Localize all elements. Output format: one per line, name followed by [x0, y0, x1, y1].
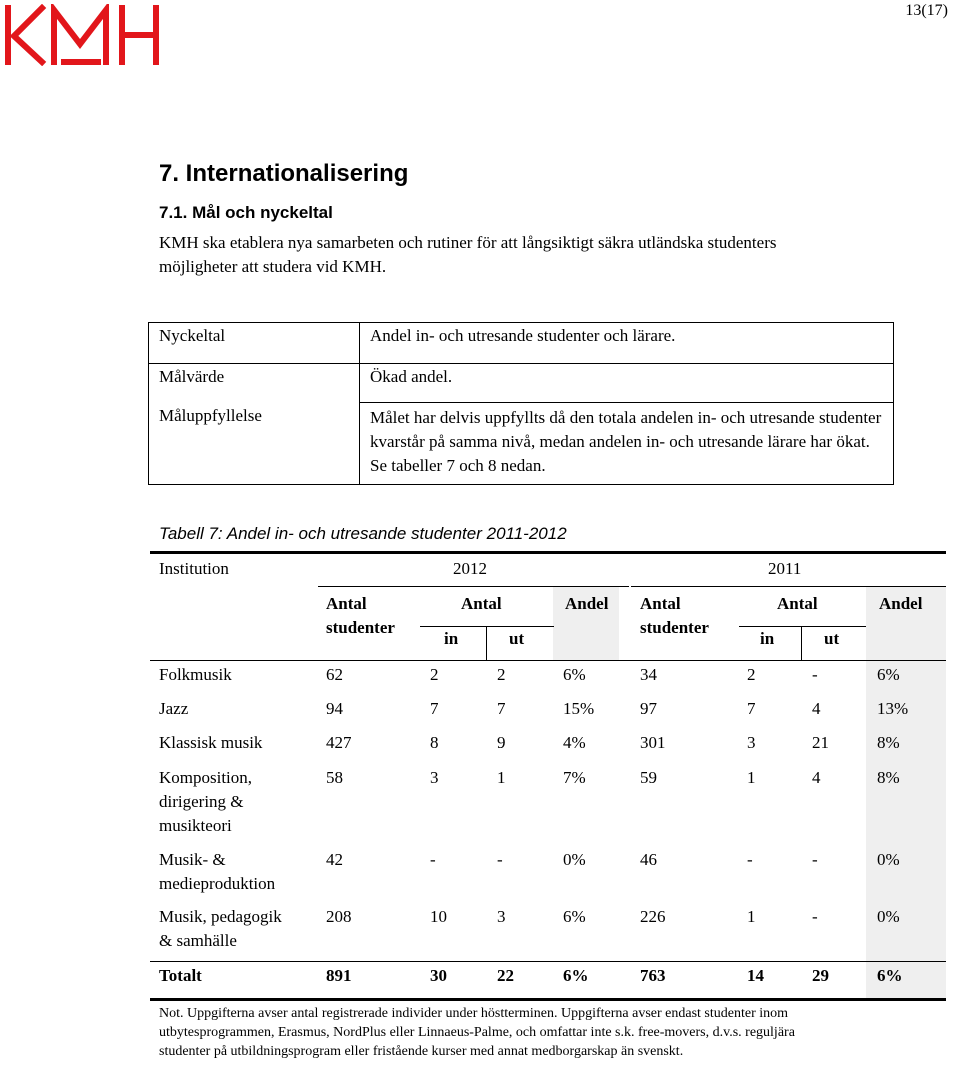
year-rule [318, 586, 946, 587]
table-cell: 301 [640, 733, 666, 752]
kpi-row [149, 323, 894, 364]
hdr-ut: ut [824, 629, 840, 648]
total-label: Totalt [159, 966, 202, 985]
kpi-label: Nyckeltal [149, 323, 360, 364]
table-caption: Tabell 7: Andel in- och utresande studenter 2011-2012 [159, 524, 567, 543]
table-cell: 7% [563, 768, 586, 787]
hdr-andel: Andel [879, 594, 923, 613]
row-label: Klassisk musik [159, 733, 263, 752]
inut-divider-2011 [801, 626, 802, 661]
kpi-row [149, 364, 894, 403]
table-cell: 34 [640, 665, 657, 684]
section-intro: KMH ska etablera nya samarbeten och rutiner för att långsiktigt säkra utländska studenters möjligheter att studera vid KMH. [159, 233, 777, 276]
table-cell: 9 [497, 733, 506, 752]
kpi-value: Andel in- och utresande studenter och lärare. [360, 323, 894, 364]
total-cell: 14 [747, 966, 764, 985]
table-note: Not. Uppgifterna avser antal registrerade individer under höstterminen. Uppgifterna avser endast studenter inom utbytesprogrammen, Erasmus, NordPlus eller Linnaeus-Palme, och omfattar inte s.k. free-movers, d.v.s. reguljära studenter på utbildningsprogram eller fristående kurser med annat medborgarskap än svenskt. [159, 1006, 795, 1059]
year-2011: 2011 [768, 559, 802, 578]
kpi-label: Målvärde [149, 364, 360, 403]
table-cell: 2 [430, 665, 439, 684]
table-bottom-rule [150, 998, 946, 1001]
table-cell: - [430, 850, 436, 869]
hdr-andel: Andel [565, 594, 609, 613]
table-cell: 2 [497, 665, 506, 684]
table-cell: 2 [747, 665, 756, 684]
header-bottom-rule [150, 660, 946, 661]
table-cell: 7 [497, 699, 506, 718]
table-top-rule [150, 551, 946, 554]
year-2012: 2012 [453, 559, 487, 578]
table-cell: 4 [812, 768, 821, 787]
inut-rule-2012 [420, 626, 554, 627]
kpi-label: Måluppfyllelse [149, 403, 360, 485]
hdr-in: in [444, 629, 459, 648]
inut-rule-2011 [739, 626, 866, 627]
kpi-value: Ökad andel. [360, 364, 894, 403]
total-cell: 891 [326, 966, 352, 985]
table-cell: 42 [326, 850, 343, 869]
inut-divider-2012 [486, 626, 487, 661]
kmh-logo [4, 4, 162, 66]
table-cell: - [747, 850, 753, 869]
row-label: Musik- & medieproduktion [159, 850, 276, 893]
total-cell: 22 [497, 966, 514, 985]
kpi-table [148, 322, 894, 485]
table-cell: 3 [430, 768, 439, 787]
table-cell: 21 [812, 733, 829, 752]
year-divider [629, 554, 631, 587]
hdr-in: in [760, 629, 775, 648]
hdr-antal: Antal [777, 594, 818, 613]
total-cell: 763 [640, 966, 666, 985]
kpi-row [149, 403, 894, 485]
table-cell: 3 [747, 733, 756, 752]
table-cell: 58 [326, 768, 343, 787]
total-top-rule [150, 961, 946, 962]
kpi-value: Målet har delvis uppfyllts då den totala andelen in- och utresande studenter kvarstår på samma nivå, medan andelen in- och utresande lärare har ökat. Se tabeller 7 och 8 nedan. [360, 403, 894, 485]
row-label: Folkmusik [159, 665, 232, 684]
table-cell: 8% [877, 733, 900, 752]
col-institution: Institution [159, 559, 229, 578]
table-cell: 46 [640, 850, 657, 869]
table-cell: 94 [326, 699, 343, 718]
table-cell: - [812, 907, 818, 926]
table-cell: 1 [497, 768, 506, 787]
table-cell: 8% [877, 768, 900, 787]
table-cell: - [812, 850, 818, 869]
table-cell: 6% [563, 665, 586, 684]
table-cell: 0% [563, 850, 586, 869]
table-cell: 8 [430, 733, 439, 752]
table-cell: 4% [563, 733, 586, 752]
row-label: Musik, pedagogik & samhälle [159, 907, 282, 950]
row-label: Komposition, dirigering & musikteori [159, 768, 253, 835]
table-cell: 427 [326, 733, 352, 752]
table-cell: - [812, 665, 818, 684]
table-cell: 97 [640, 699, 657, 718]
hdr-antal-studenter: Antal studenter [326, 594, 395, 637]
table-cell: 4 [812, 699, 821, 718]
andel-shade-2011 [866, 587, 946, 1000]
table-cell: 15% [563, 699, 595, 718]
total-cell: 29 [812, 966, 829, 985]
table-cell: 6% [563, 907, 586, 926]
table-cell: 7 [430, 699, 439, 718]
table-cell: 10 [430, 907, 447, 926]
table-cell: 0% [877, 850, 900, 869]
total-cell: 30 [430, 966, 447, 985]
table-cell: 0% [877, 907, 900, 926]
table-cell: 3 [497, 907, 506, 926]
total-cell: 6% [877, 966, 903, 985]
table-cell: 208 [326, 907, 352, 926]
table-cell: 7 [747, 699, 756, 718]
table-cell: 1 [747, 768, 756, 787]
hdr-antal-studenter: Antal studenter [640, 594, 709, 637]
section-subtitle: 7.1. Mål och nyckeltal [159, 203, 333, 222]
total-cell: 6% [563, 966, 589, 985]
table-cell: 1 [747, 907, 756, 926]
table-cell: 6% [877, 665, 900, 684]
table-cell: 226 [640, 907, 666, 926]
hdr-antal: Antal [461, 594, 502, 613]
table-cell: - [497, 850, 503, 869]
table-cell: 13% [877, 699, 909, 718]
table-cell: 62 [326, 665, 343, 684]
section-title: 7. Internationalisering [159, 160, 409, 187]
row-label: Jazz [159, 699, 189, 718]
page-number: 13(17) [905, 2, 948, 19]
table-cell: 59 [640, 768, 657, 787]
hdr-ut: ut [509, 629, 525, 648]
